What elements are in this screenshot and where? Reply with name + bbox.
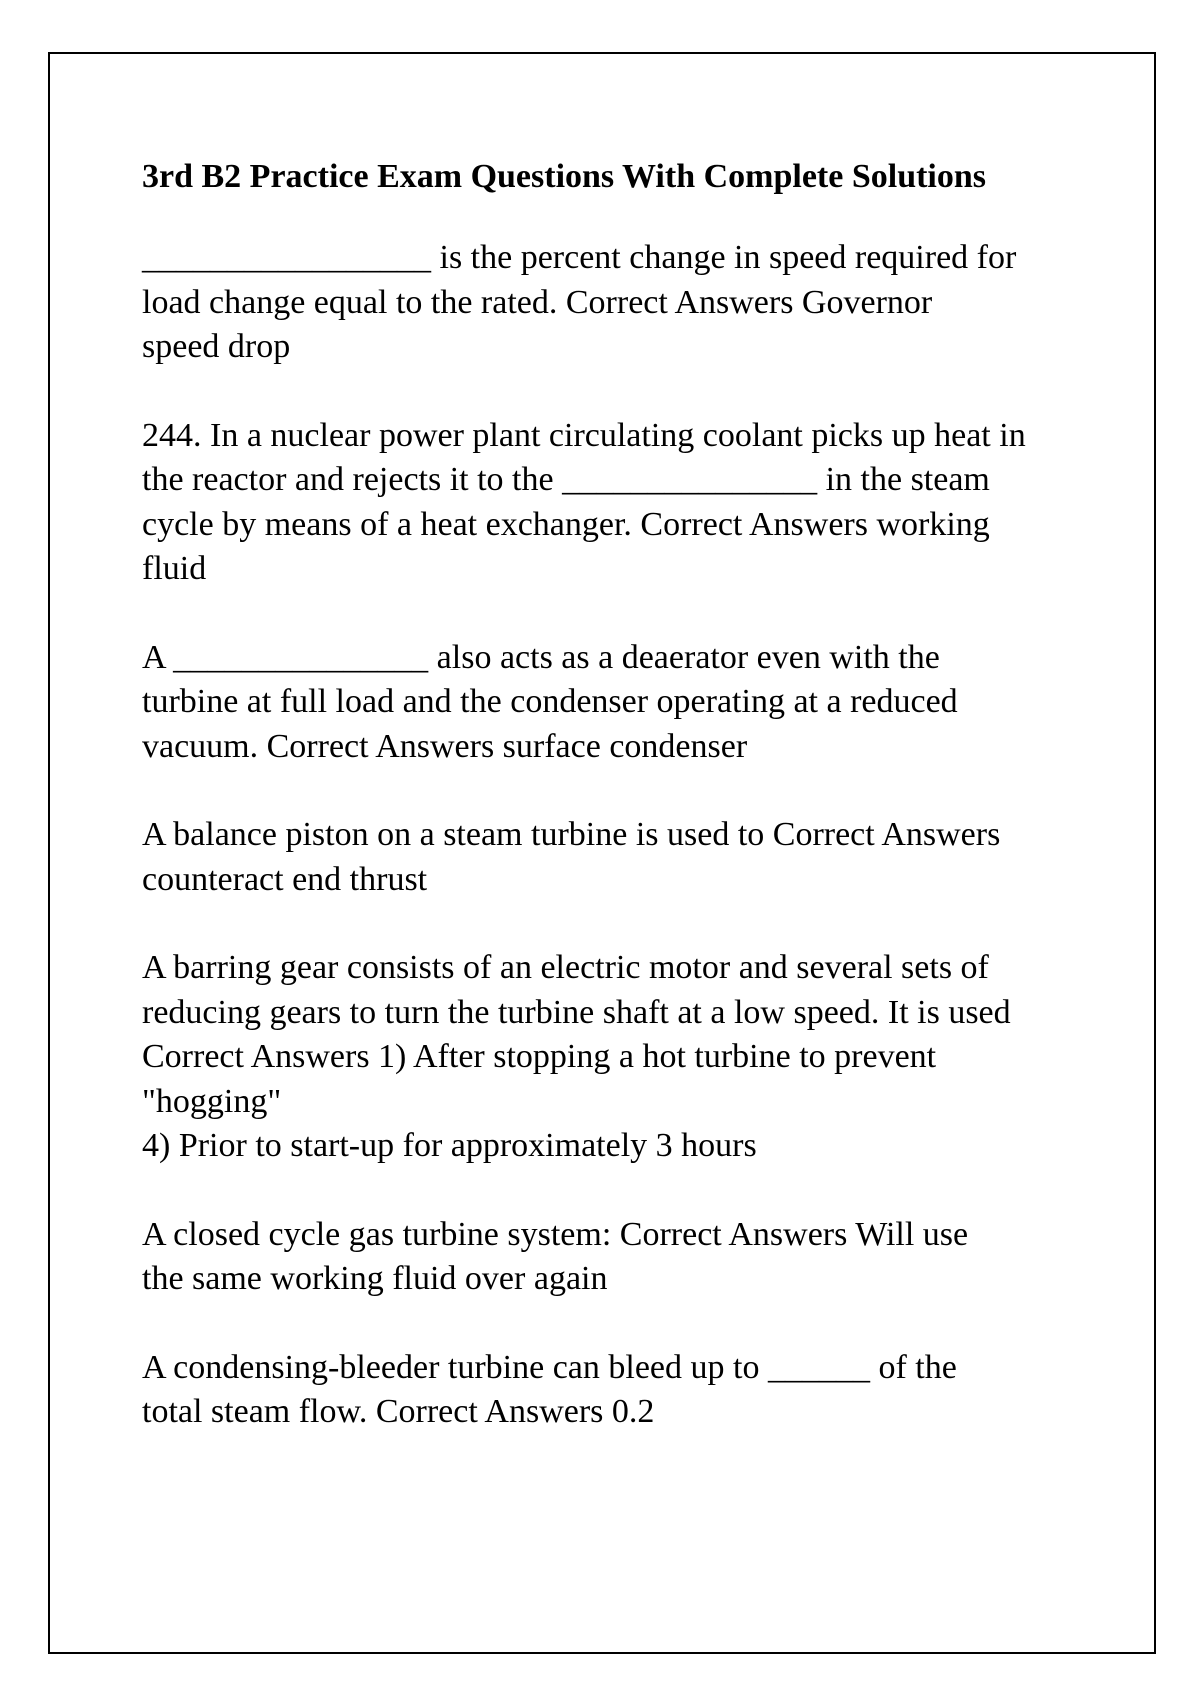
entry-line: reducing gears to turn the turbine shaft at a low speed. It is used xyxy=(142,993,1011,1031)
document-content xyxy=(142,152,1082,1479)
entry-line: _________________ is the percent change in speed required for xyxy=(142,239,1017,276)
qa-entry-7 xyxy=(142,1346,1082,1435)
qa-entry-6 xyxy=(142,1213,1082,1302)
qa-entry-1 xyxy=(142,236,1082,370)
entry-line: 244. In a nuclear power plant circulating coolant picks up heat in xyxy=(142,416,1026,454)
entry-line: the reactor and rejects it to the _______________ in the steam xyxy=(142,461,990,498)
entry-line: fluid xyxy=(142,550,207,587)
qa-entry-4 xyxy=(142,813,1082,902)
entry-line: A closed cycle gas turbine system: Correct Answers Will use xyxy=(142,1215,969,1253)
entry-line: Correct Answers 1) After stopping a hot turbine to prevent xyxy=(142,1038,937,1075)
entry-line: A barring gear consists of an electric motor and several sets of xyxy=(142,949,989,986)
qa-entry-5 xyxy=(142,946,1082,1169)
entry-line: cycle by means of a heat exchanger. Correct Answers working xyxy=(142,505,990,543)
entry-line: A balance piston on a steam turbine is used to Correct Answers xyxy=(142,816,1001,853)
entry-line: total steam flow. Correct Answers 0.2 xyxy=(142,1393,655,1430)
entry-line: vacuum. Correct Answers surface condenser xyxy=(142,727,748,765)
entry-line: 4) Prior to start-up for approximately 3 hours xyxy=(142,1127,757,1164)
entry-line: load change equal to the rated. Correct Answers Governor xyxy=(142,283,933,321)
entry-line: turbine at full load and the condenser operating at a reduced xyxy=(142,683,958,720)
document-title: 3rd B2 Practice Exam Questions With Complete Solutions xyxy=(142,158,987,195)
qa-entry-3 xyxy=(142,636,1082,770)
entry-line: "hogging" xyxy=(142,1082,282,1120)
entry-line: A _______________ also acts as a deaerator even with the xyxy=(142,638,940,676)
qa-entry-2 xyxy=(142,414,1082,592)
entry-line: A condensing-bleeder turbine can bleed up to ______ of the xyxy=(142,1348,957,1386)
entry-line: speed drop xyxy=(142,328,291,365)
entry-line: the same working fluid over again xyxy=(142,1260,608,1297)
entry-line: counteract end thrust xyxy=(142,860,428,898)
